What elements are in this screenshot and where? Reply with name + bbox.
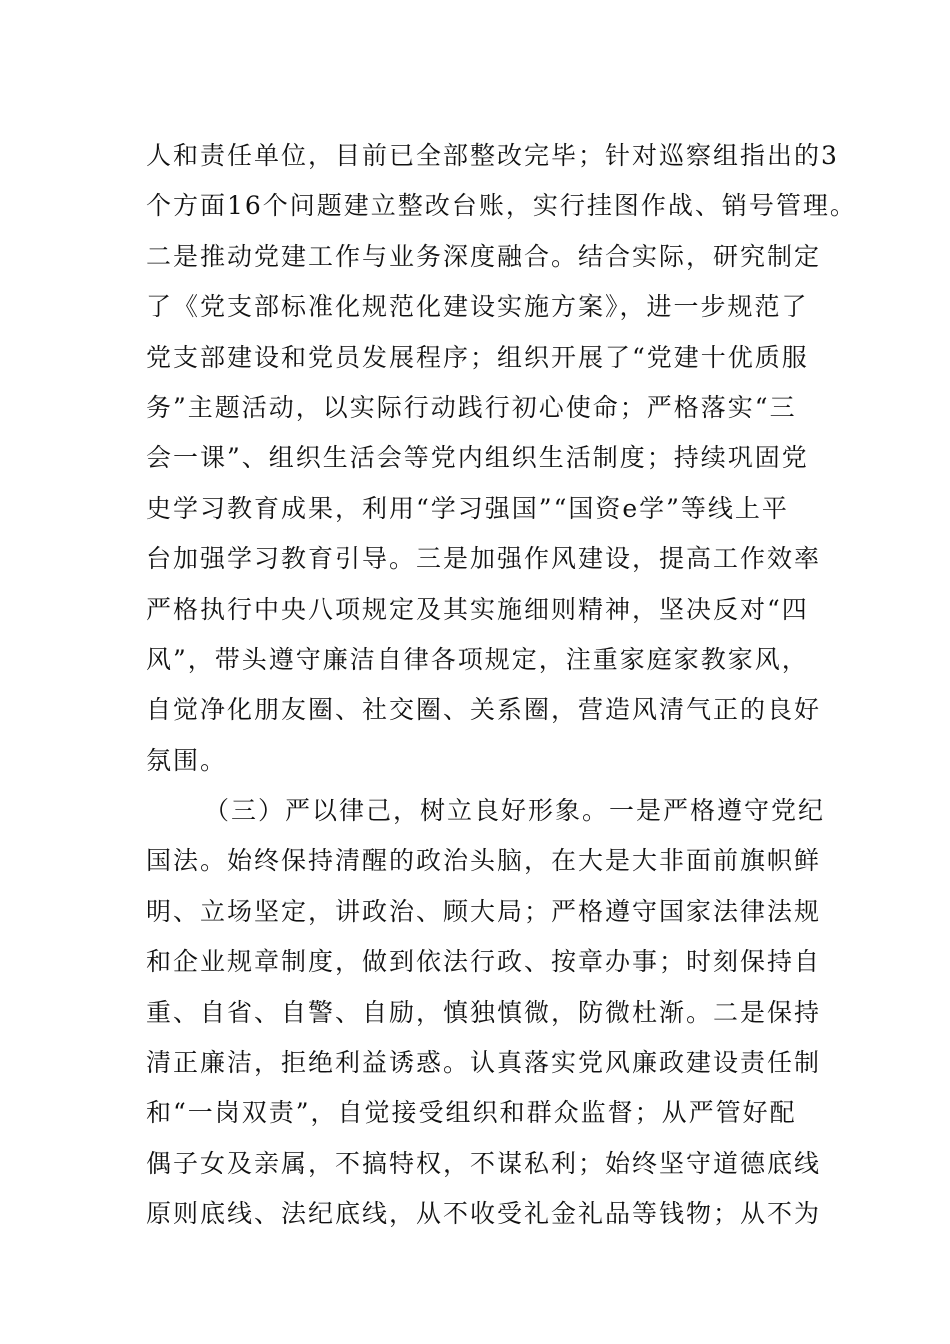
- text-line-13: 氛围。: [146, 745, 228, 775]
- text-line-15: 国法。始终保持清醒的政治头脑，在大是大非面前旗帜鲜: [146, 846, 822, 876]
- text-line-8: 史学习教育成果，利用“学习强国”“国资e学”等线上平: [146, 493, 789, 523]
- text-line-16: 明、立场坚定，讲政治、顾大局；严格遵守国家法律法规: [146, 896, 822, 926]
- text-line-10: 严格执行中央八项规定及其实施细则精神，坚决反对“四: [146, 594, 809, 624]
- text-line-6: 务”主题活动，以实际行动践行初心使命；严格落实“三: [146, 392, 797, 422]
- text-line-18: 重、自省、自警、自励，慎独慎微，防微杜渐。二是保持: [146, 997, 822, 1027]
- text-line-2: 个方面16个问题建立整改台账，实行挂图作战、销号管理。: [146, 191, 857, 221]
- text-line-20: 和“一岗双责”，自觉接受组织和群众监督；从严管好配: [146, 1098, 797, 1128]
- text-line-21: 偶子女及亲属，不搞特权，不谋私利；始终坚守道德底线: [146, 1148, 822, 1178]
- text-line-5: 党支部建设和党员发展程序；组织开展了“党建十优质服: [146, 342, 809, 372]
- text-line-9: 台加强学习教育引导。三是加强作风建设，提高工作效率: [146, 544, 822, 574]
- section-heading-line: （三）严以律己，树立良好形象。一是严格遵守党纪: [204, 796, 826, 826]
- text-line-17: 和企业规章制度，做到依法行政、按章办事；时刻保持自: [146, 947, 822, 977]
- text-line-7: 会一课”、组织生活会等党内组织生活制度；持续巩固党: [146, 443, 809, 473]
- text-line-1: 人和责任单位，目前已全部整改完毕；针对巡察组指出的3: [146, 141, 839, 170]
- body-text: [146, 131, 857, 1240]
- text-line-3: 二是推动党建工作与业务深度融合。结合实际，研究制定: [146, 241, 822, 271]
- text-line-12: 自觉净化朋友圈、社交圈、关系圈，营造风清气正的良好: [146, 695, 822, 725]
- text-line-4: 了《党支部标准化规范化建设实施方案》，进一步规范了: [146, 292, 809, 322]
- text-line-22: 原则底线、法纪底线，从不收受礼金礼品等钱物；从不为: [146, 1199, 822, 1229]
- text-line-11: 风”，带头遵守廉洁自律各项规定，注重家庭家教家风，: [146, 644, 809, 674]
- text-line-19: 清正廉洁，拒绝利益诱惑。认真落实党风廉政建设责任制: [146, 1048, 822, 1078]
